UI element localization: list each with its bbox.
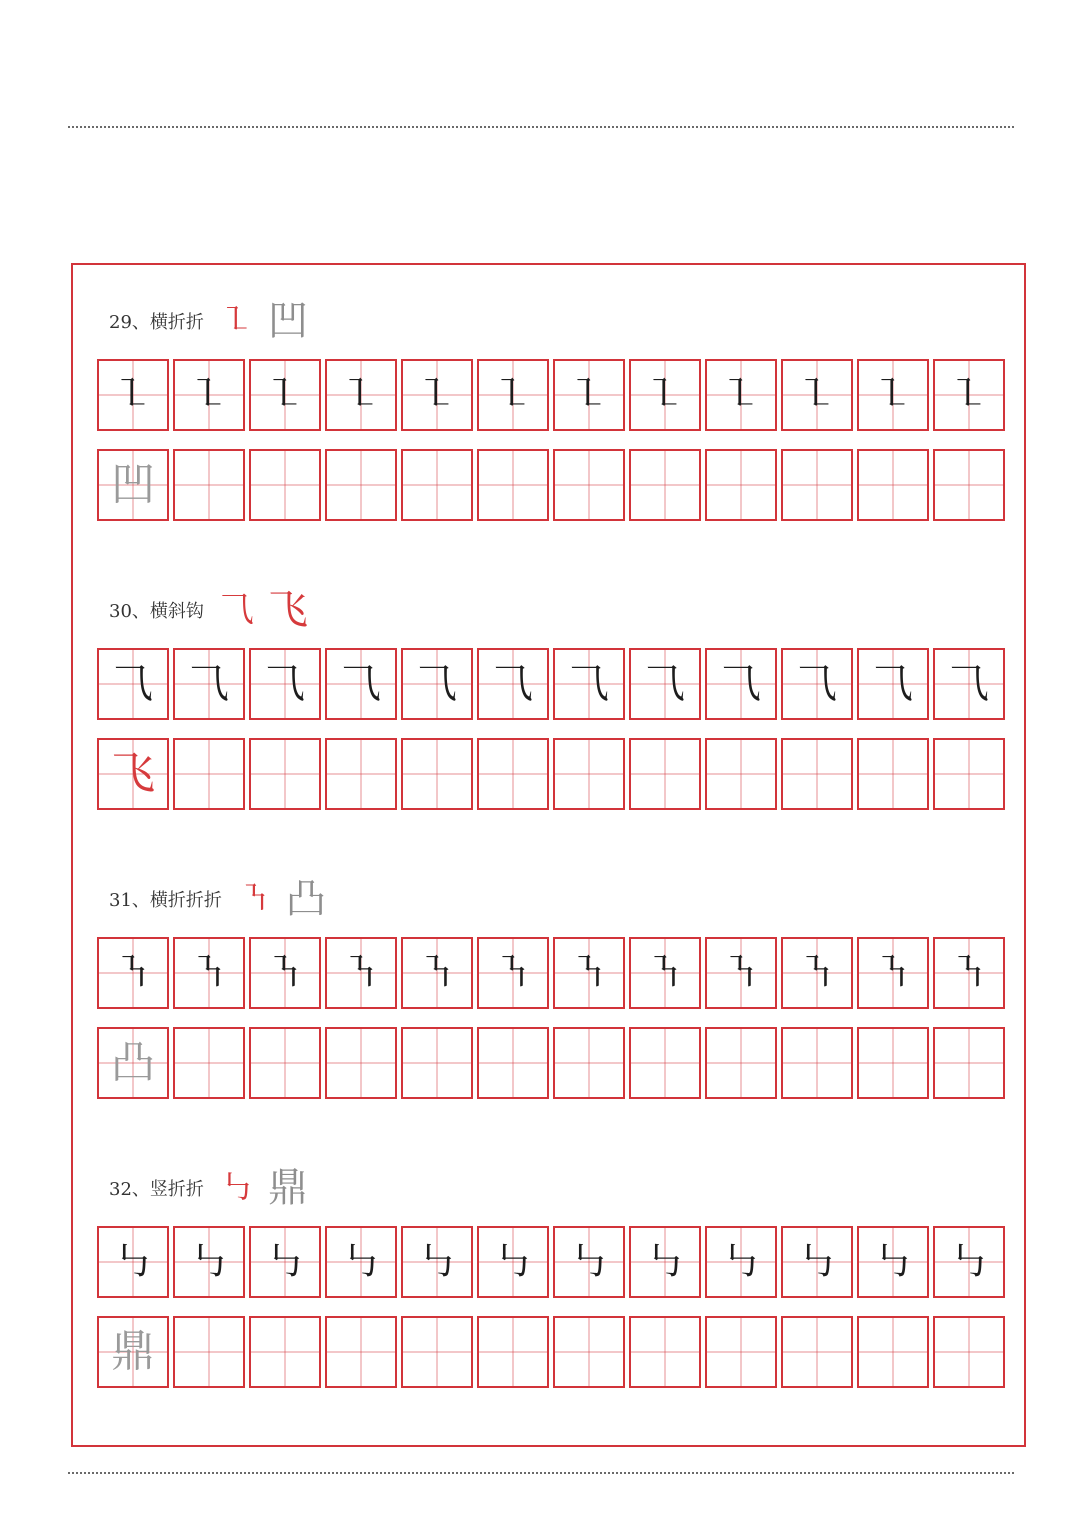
stroke-example: ㇉ — [219, 1168, 254, 1208]
character-practice-row — [97, 1027, 1005, 1099]
tianzige-cell[interactable] — [857, 359, 929, 431]
tianzige-cell[interactable] — [857, 738, 929, 810]
stroke-glyph: ㇉ — [721, 1239, 761, 1285]
tianzige-cell[interactable] — [933, 738, 1005, 810]
trace-character: 凹 — [111, 459, 155, 510]
tianzige-cell[interactable] — [249, 359, 321, 431]
stroke-example: ㇅ — [219, 301, 254, 341]
tianzige-cell[interactable] — [401, 359, 473, 431]
tianzige-cell[interactable] — [249, 449, 321, 521]
stroke-name-label: 32、竖折折 — [109, 1179, 204, 1200]
tianzige-cell[interactable] — [553, 738, 625, 810]
tianzige-cell[interactable] — [325, 1316, 397, 1388]
tianzige-cell[interactable] — [781, 738, 853, 810]
tianzige-cell[interactable] — [325, 648, 397, 720]
stroke-glyph: ㇎ — [721, 950, 761, 996]
tianzige-cell[interactable] — [477, 1027, 549, 1099]
stroke-glyph: ⺄ — [949, 661, 989, 707]
stroke-glyph: ㇉ — [189, 1239, 229, 1285]
tianzige-cell[interactable] — [553, 449, 625, 521]
stroke-glyph: ㇉ — [341, 1239, 381, 1285]
tianzige-cell[interactable] — [249, 937, 321, 1009]
tianzige-cell[interactable] — [857, 937, 929, 1009]
tianzige-cell[interactable] — [325, 1226, 397, 1298]
tianzige-cell[interactable] — [249, 1027, 321, 1099]
stroke-glyph: ㇉ — [797, 1239, 837, 1285]
tianzige-cell[interactable] — [401, 738, 473, 810]
stroke-glyph: ㇅ — [721, 372, 761, 418]
tianzige-cell[interactable] — [97, 937, 169, 1009]
tianzige-cell[interactable] — [933, 1027, 1005, 1099]
tianzige-cell[interactable] — [705, 449, 777, 521]
tianzige-cell[interactable] — [781, 1316, 853, 1388]
stroke-example: ⺄ — [219, 590, 254, 630]
stroke-glyph: ㇉ — [265, 1239, 305, 1285]
tianzige-cell[interactable] — [933, 648, 1005, 720]
tianzige-cell[interactable] — [97, 449, 169, 521]
stroke-glyph: ⺄ — [873, 661, 913, 707]
stroke-glyph: ㇅ — [949, 372, 989, 418]
tianzige-cell[interactable] — [629, 648, 701, 720]
tianzige-cell[interactable] — [401, 449, 473, 521]
stroke-glyph: ㇅ — [341, 372, 381, 418]
tianzige-cell[interactable] — [173, 1027, 245, 1099]
stroke-glyph: ㇎ — [873, 950, 913, 996]
tianzige-cell[interactable] — [477, 648, 549, 720]
tianzige-cell[interactable] — [781, 449, 853, 521]
tianzige-cell[interactable] — [325, 1027, 397, 1099]
tianzige-cell[interactable] — [477, 1316, 549, 1388]
stroke-glyph: ㇅ — [265, 372, 305, 418]
stroke-glyph: ㇅ — [873, 372, 913, 418]
character-example: 凸 — [285, 876, 326, 922]
tianzige-cell[interactable] — [477, 738, 549, 810]
character-example: 飞 — [267, 587, 308, 633]
tianzige-cell[interactable] — [173, 1316, 245, 1388]
tianzige-cell[interactable] — [173, 1226, 245, 1298]
tianzige-cell[interactable] — [629, 1316, 701, 1388]
tianzige-cell[interactable] — [401, 937, 473, 1009]
tianzige-cell[interactable] — [629, 449, 701, 521]
stroke-glyph: ㇅ — [113, 372, 153, 418]
tianzige-cell[interactable] — [705, 648, 777, 720]
tianzige-cell[interactable] — [477, 449, 549, 521]
stroke-glyph: ㇎ — [949, 950, 989, 996]
tianzige-cell[interactable] — [629, 1226, 701, 1298]
tianzige-cell[interactable] — [173, 648, 245, 720]
stroke-name-label: 31、横折折折 — [109, 890, 222, 911]
stroke-glyph: ⺄ — [797, 661, 837, 707]
tianzige-cell[interactable] — [401, 1226, 473, 1298]
tianzige-cell[interactable] — [781, 648, 853, 720]
stroke-glyph: ㇎ — [645, 950, 685, 996]
tianzige-cell[interactable] — [781, 1027, 853, 1099]
stroke-glyph: ⺄ — [569, 661, 609, 707]
stroke-name-label: 29、横折折 — [109, 312, 204, 333]
tianzige-cell[interactable] — [173, 359, 245, 431]
stroke-glyph: ㇎ — [493, 950, 533, 996]
stroke-glyph: ⺄ — [341, 661, 381, 707]
tianzige-cell[interactable] — [173, 738, 245, 810]
tianzige-cell[interactable] — [553, 1027, 625, 1099]
stroke-glyph: ㇉ — [873, 1239, 913, 1285]
stroke-glyph: ㇎ — [341, 950, 381, 996]
tianzige-cell[interactable] — [857, 1316, 929, 1388]
tianzige-cell[interactable] — [477, 937, 549, 1009]
tianzige-cell[interactable] — [933, 1316, 1005, 1388]
tianzige-cell[interactable] — [933, 1226, 1005, 1298]
stroke-glyph: ㇉ — [417, 1239, 457, 1285]
tianzige-cell[interactable] — [97, 1226, 169, 1298]
stroke-glyph: ㇎ — [189, 950, 229, 996]
tianzige-cell[interactable] — [477, 359, 549, 431]
section-header — [109, 1158, 308, 1218]
tianzige-cell[interactable] — [933, 937, 1005, 1009]
tianzige-cell[interactable] — [629, 738, 701, 810]
stroke-glyph: ㇎ — [417, 950, 457, 996]
stroke-glyph: ⺄ — [721, 661, 761, 707]
tianzige-cell[interactable] — [97, 1027, 169, 1099]
stroke-glyph: ㇅ — [797, 372, 837, 418]
tianzige-cell[interactable] — [97, 1316, 169, 1388]
tianzige-cell[interactable] — [705, 1316, 777, 1388]
tianzige-cell[interactable] — [97, 648, 169, 720]
character-practice-row — [97, 449, 1005, 521]
tianzige-cell[interactable] — [553, 1226, 625, 1298]
tianzige-cell[interactable] — [97, 738, 169, 810]
tianzige-cell[interactable] — [401, 648, 473, 720]
character-example: 鼎 — [267, 1165, 308, 1211]
tianzige-cell[interactable] — [705, 1027, 777, 1099]
stroke-example: ㇎ — [237, 879, 272, 919]
tianzige-cell[interactable] — [553, 1316, 625, 1388]
stroke-glyph: ⺄ — [113, 661, 153, 707]
stroke-glyph: ㇅ — [645, 372, 685, 418]
tianzige-cell[interactable] — [553, 648, 625, 720]
stroke-glyph: ㇅ — [493, 372, 533, 418]
stroke-glyph: ㇅ — [189, 372, 229, 418]
stroke-glyph: ㇎ — [265, 950, 305, 996]
tianzige-cell[interactable] — [933, 359, 1005, 431]
tianzige-cell[interactable] — [325, 359, 397, 431]
tianzige-cell[interactable] — [629, 1027, 701, 1099]
stroke-glyph: ⺄ — [493, 661, 533, 707]
trace-character: 鼎 — [111, 1326, 155, 1377]
tianzige-cell[interactable] — [629, 937, 701, 1009]
character-practice-row — [97, 738, 1005, 810]
tianzige-cell[interactable] — [705, 738, 777, 810]
tianzige-cell[interactable] — [553, 937, 625, 1009]
tianzige-cell[interactable] — [173, 937, 245, 1009]
stroke-practice-row — [97, 1226, 1005, 1298]
character-example: 凹 — [267, 298, 308, 344]
trace-character: 飞 — [111, 748, 155, 799]
tianzige-cell[interactable] — [857, 449, 929, 521]
stroke-glyph: ㇉ — [493, 1239, 533, 1285]
stroke-glyph: ㇎ — [569, 950, 609, 996]
stroke-name-label: 30、横斜钩 — [109, 601, 204, 622]
tianzige-cell[interactable] — [249, 738, 321, 810]
tianzige-cell[interactable] — [325, 738, 397, 810]
tianzige-cell[interactable] — [249, 648, 321, 720]
worksheet-frame — [71, 263, 1026, 1447]
stroke-practice-row — [97, 359, 1005, 431]
tianzige-cell[interactable] — [857, 648, 929, 720]
stroke-glyph: ⺄ — [265, 661, 305, 707]
tianzige-cell[interactable] — [401, 1027, 473, 1099]
section-header — [109, 580, 308, 640]
tianzige-cell[interactable] — [781, 1226, 853, 1298]
top-dotted-rule — [68, 126, 1014, 128]
tianzige-cell[interactable] — [629, 359, 701, 431]
stroke-glyph: ㇎ — [797, 950, 837, 996]
tianzige-cell[interactable] — [325, 449, 397, 521]
tianzige-cell[interactable] — [857, 1027, 929, 1099]
stroke-glyph: ㇉ — [569, 1239, 609, 1285]
stroke-glyph: ㇉ — [113, 1239, 153, 1285]
tianzige-cell[interactable] — [249, 1316, 321, 1388]
tianzige-cell[interactable] — [249, 1226, 321, 1298]
character-practice-row — [97, 1316, 1005, 1388]
section-header — [109, 869, 326, 929]
tianzige-cell[interactable] — [781, 359, 853, 431]
stroke-glyph: ㇅ — [417, 372, 457, 418]
stroke-glyph: ⺄ — [645, 661, 685, 707]
bottom-dotted-rule — [68, 1472, 1014, 1474]
stroke-glyph: ⺄ — [189, 661, 229, 707]
trace-character: 凸 — [111, 1037, 155, 1088]
tianzige-cell[interactable] — [401, 1316, 473, 1388]
tianzige-cell[interactable] — [97, 359, 169, 431]
tianzige-cell[interactable] — [705, 1226, 777, 1298]
stroke-glyph: ⺄ — [417, 661, 457, 707]
stroke-glyph: ㇅ — [569, 372, 609, 418]
tianzige-cell[interactable] — [553, 359, 625, 431]
stroke-practice-row — [97, 648, 1005, 720]
tianzige-cell[interactable] — [325, 937, 397, 1009]
section-header — [109, 291, 308, 351]
tianzige-cell[interactable] — [781, 937, 853, 1009]
tianzige-cell[interactable] — [857, 1226, 929, 1298]
stroke-practice-row — [97, 937, 1005, 1009]
stroke-glyph: ㇉ — [949, 1239, 989, 1285]
tianzige-cell[interactable] — [477, 1226, 549, 1298]
stroke-glyph: ㇎ — [113, 950, 153, 996]
tianzige-cell[interactable] — [705, 359, 777, 431]
stroke-glyph: ㇉ — [645, 1239, 685, 1285]
tianzige-cell[interactable] — [933, 449, 1005, 521]
tianzige-cell[interactable] — [705, 937, 777, 1009]
tianzige-cell[interactable] — [173, 449, 245, 521]
